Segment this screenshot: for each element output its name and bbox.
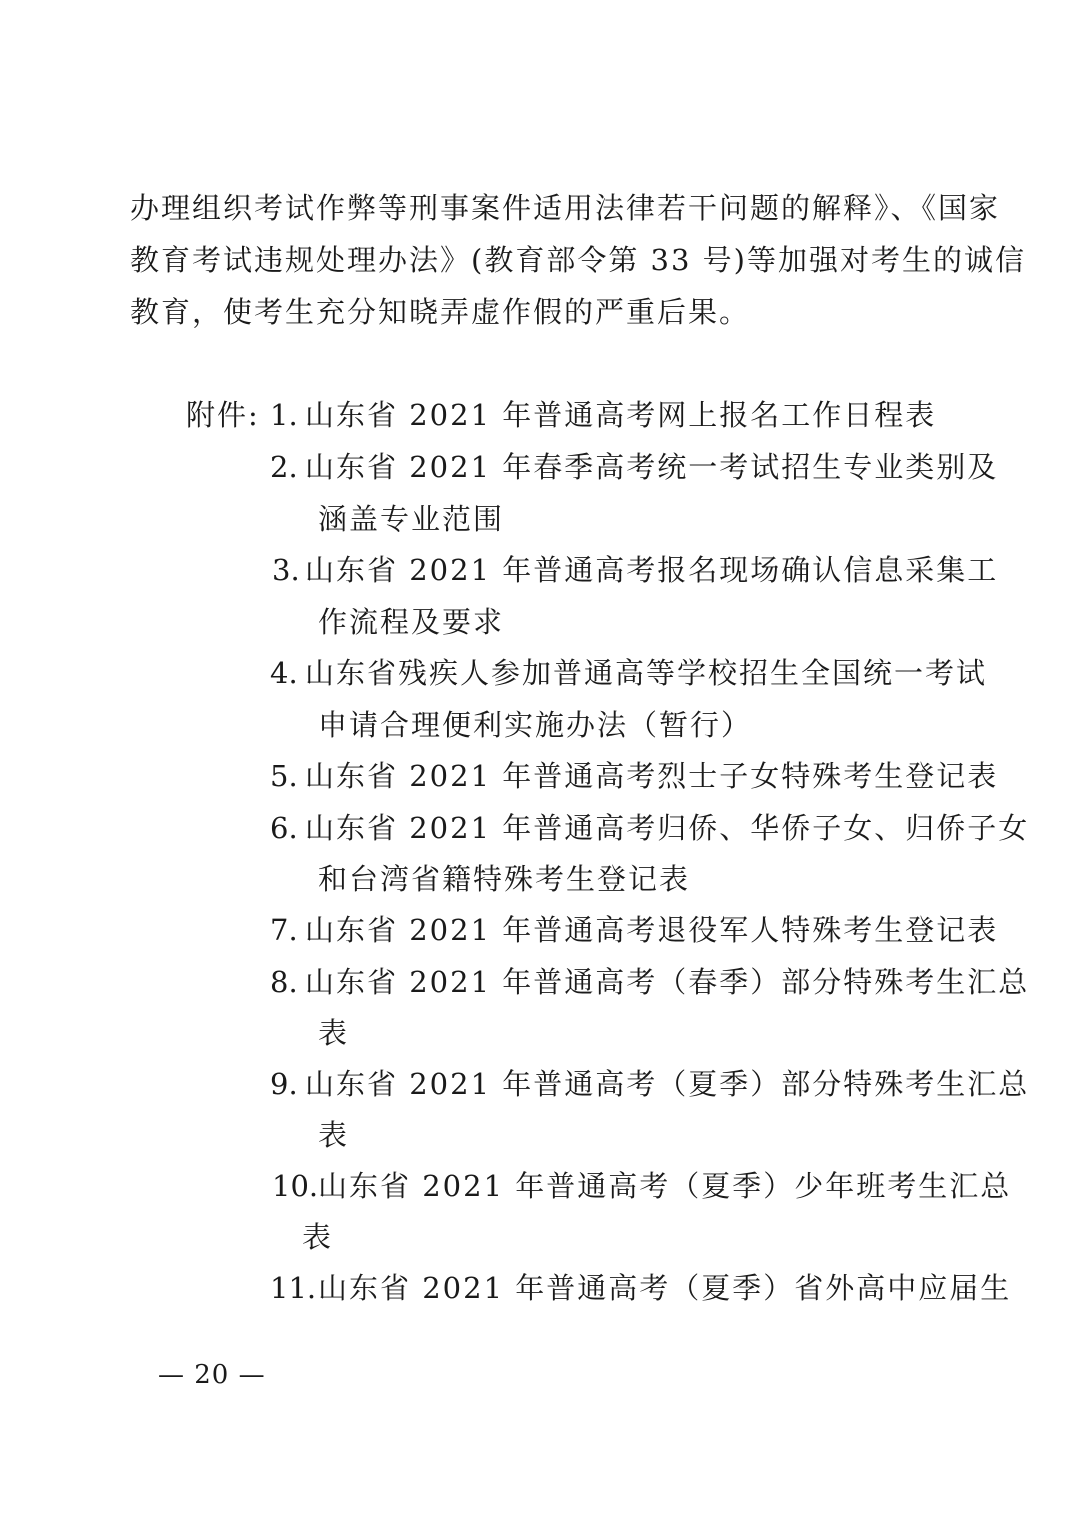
attachment-title: 山东省 2021 年普通高考网上报名工作日程表: [305, 398, 937, 432]
attachment-number: 5.: [270, 759, 298, 793]
attachment-number: 10.: [272, 1169, 319, 1203]
attachment-number: 3.: [272, 553, 300, 587]
attachment-title: 山东省残疾人参加普通高等学校招生全国统一考试: [305, 656, 988, 690]
attachment-title-continued: 表: [302, 1220, 334, 1254]
attachment-number: 9.: [270, 1067, 298, 1101]
paragraph-line: 教育考试违规处理办法》(教育部令第 33 号)等加强对考生的诚信: [130, 243, 1026, 277]
attachment-title: 山东省 2021 年春季高考统一考试招生专业类别及: [305, 450, 999, 484]
attachment-number: 8.: [270, 965, 298, 999]
attachment-title-continued: 涵盖专业范围: [318, 502, 505, 536]
attachment-title: 山东省 2021 年普通高考（夏季）部分特殊考生汇总: [305, 1067, 1030, 1101]
attachment-number: 1.: [270, 398, 298, 432]
attachment-number: 2.: [270, 450, 298, 484]
page-number: — 20 —: [158, 1360, 266, 1390]
attachment-title: 山东省 2021 年普通高考退役军人特殊考生登记表: [305, 913, 999, 947]
attachment-title: 山东省 2021 年普通高考（夏季）少年班考生汇总: [318, 1169, 1012, 1203]
attachment-number: 11.: [270, 1271, 317, 1305]
attachment-title: 山东省 2021 年普通高考（春季）部分特殊考生汇总: [305, 965, 1030, 999]
attachments-label: 附件:: [186, 398, 260, 432]
attachment-title-continued: 表: [318, 1016, 350, 1050]
attachment-title-continued: 和台湾省籍特殊考生登记表: [318, 862, 691, 896]
attachment-number: 6.: [270, 811, 298, 845]
attachment-title: 山东省 2021 年普通高考（夏季）省外高中应届生: [318, 1271, 1012, 1305]
attachment-number: 4.: [270, 656, 298, 690]
attachment-title: 山东省 2021 年普通高考报名现场确认信息采集工: [305, 553, 999, 587]
attachment-number: 7.: [270, 913, 298, 947]
attachment-title: 山东省 2021 年普通高考归侨、华侨子女、归侨子女: [305, 811, 1030, 845]
attachment-title: 山东省 2021 年普通高考烈士子女特殊考生登记表: [305, 759, 999, 793]
attachment-title-continued: 作流程及要求: [318, 605, 505, 639]
attachment-title-continued: 表: [318, 1118, 350, 1152]
paragraph-line: 教育，使考生充分知晓弄虚作假的严重后果。: [130, 295, 751, 329]
attachment-title-continued: 申请合理便利实施办法（暂行）: [318, 708, 753, 742]
paragraph-line: 办理组织考试作弊等刑事案件适用法律若干问题的解释》、《国家: [130, 191, 1001, 225]
